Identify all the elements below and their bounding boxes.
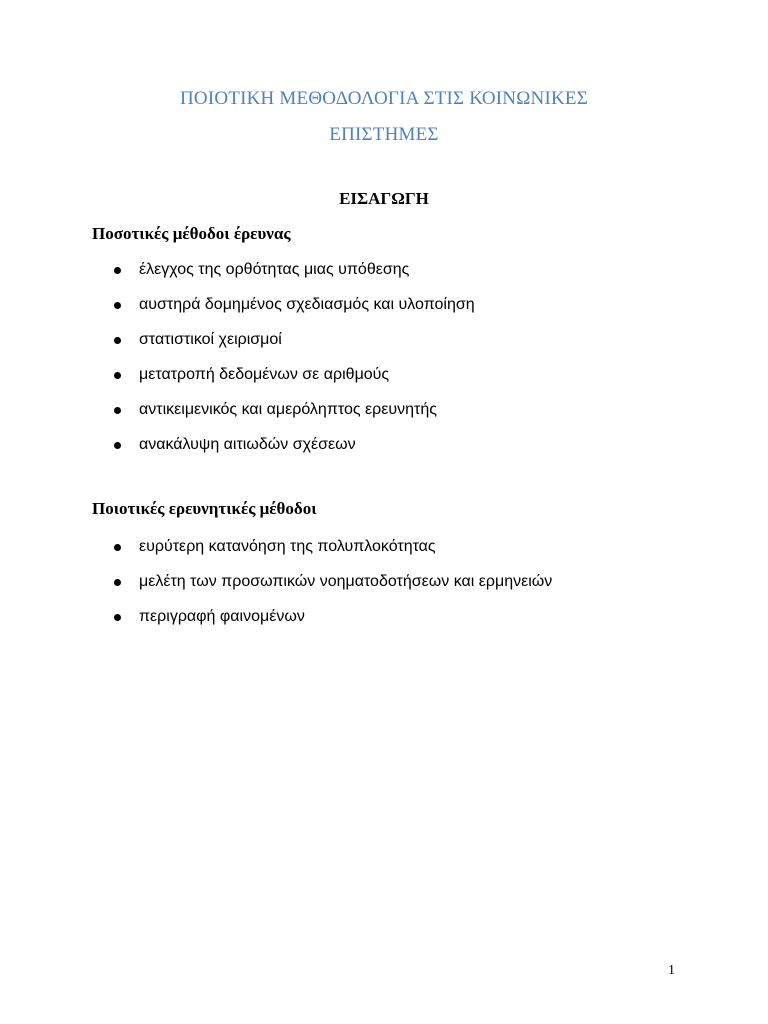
list-item-text: στατιστικοί χειρισμοί [139,331,282,348]
list-item [114,571,552,606]
list-item [114,536,552,571]
page-number: 1 [668,963,675,978]
list-item [114,434,475,469]
document-title-line-2: ΕΠΙΣΤΗΜΕΣ [329,124,439,145]
list-item-text: μετατροπή δεδομένων σε αριθμούς [139,366,390,383]
quantitative-methods-heading: Ποσοτικές μέθοδοι έρευνας [92,224,291,243]
list-item-text: ανακάλυψη αιτιωδών σχέσεων [139,436,356,453]
list-item [114,399,475,434]
list-item-text: αυστηρά δομημένος σχεδιασμός και υλοποίηση [139,296,475,313]
quantitative-methods-list [114,259,475,469]
qualitative-methods-list [114,536,552,641]
section-heading-introduction: ΕΙΣΑΓΩΓΗ [339,189,429,208]
bullet-icon [114,614,121,621]
bullet-icon [114,372,121,379]
list-item-text: μελέτη των προσωπικών νοηματοδοτήσεων και ερμηνειών [139,573,553,590]
bullet-icon [114,302,121,309]
list-item [114,259,475,294]
list-item-text: αντικειμενικός και αμερόληπτος ερευνητής [139,401,437,418]
bullet-icon [114,579,121,586]
bullet-icon [114,442,121,449]
bullet-icon [114,544,121,551]
list-item-text: ευρύτερη κατανόηση της πολυπλοκότητας [139,538,436,555]
document-title-line-1: ΠΟΙΟΤΙΚΗ ΜΕΘΟΔΟΛΟΓΙΑ ΣΤΙΣ ΚΟΙΝΩΝΙΚΕΣ [180,88,588,109]
bullet-icon [114,337,121,344]
list-item [114,294,475,329]
list-item [114,606,552,641]
list-item [114,329,475,364]
bullet-icon [114,267,121,274]
qualitative-methods-heading: Ποιοτικές ερευνητικές μέθοδοι [92,499,317,518]
list-item-text: περιγραφή φαινομένων [139,608,305,625]
list-item-text: έλεγχος της ορθότητας μιας υπόθεσης [139,261,410,278]
bullet-icon [114,407,121,414]
list-item [114,364,475,399]
